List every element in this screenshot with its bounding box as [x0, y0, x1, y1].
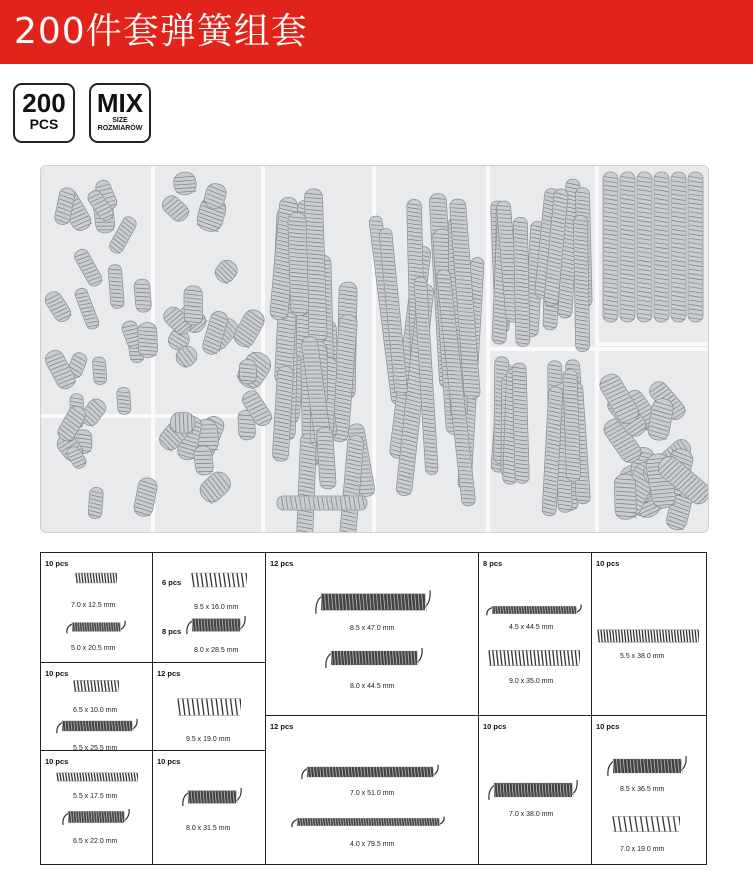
spring-size-label: 4.5 x 44.5 mm	[509, 624, 554, 631]
spring-size-label: 8.0 x 28.5 mm	[194, 647, 239, 654]
spring-size-label: 7.0 x 12.5 mm	[71, 602, 116, 609]
legend-cell	[41, 663, 153, 751]
legend-cell	[153, 751, 266, 864]
cell-count: 6 pcs	[162, 578, 182, 587]
mix-title: MIX	[96, 88, 144, 118]
spring-size-label: 5.5 x 38.0 mm	[620, 653, 665, 660]
spring-size-label: 5.5 x 25.5 mm	[73, 745, 118, 752]
cell-count: 10 pcs	[596, 722, 620, 731]
compression-spring-icon	[75, 571, 117, 590]
spring-size-label: 9.5 x 19.0 mm	[186, 736, 231, 743]
spring-size-label: 9.5 x 16.0 mm	[194, 604, 239, 611]
spring-size-label: 4.0 x 79.5 mm	[350, 841, 395, 848]
spring-size-label: 6.5 x 10.0 mm	[73, 707, 118, 714]
spring-size-label: 8.5 x 36.5 mm	[620, 786, 665, 793]
legend-cell	[592, 553, 706, 716]
mix-line2: ROZMIARÓW	[97, 125, 143, 132]
spring-legend-table	[40, 552, 707, 865]
cell-count: 8 pcs	[162, 627, 182, 636]
compression-spring-icon	[597, 627, 699, 650]
compression-spring-icon	[612, 813, 680, 840]
spring-size-label: 5.0 x 20.5 mm	[71, 645, 116, 652]
page-title: 200件套弹簧组套	[14, 11, 308, 52]
extension-spring-icon	[487, 779, 579, 806]
legend-cell	[479, 553, 592, 716]
spring-assortment-tray-photo	[40, 165, 709, 533]
extension-spring-icon	[65, 620, 127, 639]
quantity-number: 200	[22, 88, 66, 118]
extension-spring-icon	[181, 787, 243, 812]
spring-size-label: 8.0 x 44.5 mm	[350, 683, 395, 690]
cell-count: 10 pcs	[45, 559, 69, 568]
legend-cell	[153, 553, 266, 663]
spring-size-label: 5.5 x 17.5 mm	[73, 793, 118, 800]
cell-count: 8 pcs	[483, 559, 503, 568]
spring-size-label: 8.0 x 31.5 mm	[186, 825, 231, 832]
extension-spring-icon	[300, 764, 440, 785]
legend-cell	[479, 716, 592, 864]
tray-illustration	[41, 166, 708, 532]
compression-spring-icon	[177, 695, 241, 724]
compression-spring-icon	[488, 647, 580, 674]
cell-count: 10 pcs	[157, 757, 181, 766]
legend-cell	[41, 751, 153, 864]
cell-count: 12 pcs	[270, 722, 294, 731]
legend-cell	[592, 716, 706, 864]
spring-size-label: 7.0 x 19.0 mm	[620, 846, 665, 853]
legend-cell	[153, 663, 266, 751]
quantity-unit: PCS	[29, 116, 59, 132]
cell-count: 10 pcs	[596, 559, 620, 568]
compression-spring-icon	[73, 678, 119, 699]
cell-count: 10 pcs	[483, 722, 507, 731]
cell-count: 12 pcs	[157, 669, 181, 678]
spring-size-label: 7.0 x 38.0 mm	[509, 811, 554, 818]
cell-count: 10 pcs	[45, 669, 69, 678]
spring-size-label: 7.0 x 51.0 mm	[350, 790, 395, 797]
mix-line1: SIZE	[112, 117, 128, 124]
extension-spring-icon	[324, 647, 424, 674]
extension-spring-icon	[485, 603, 583, 621]
legend-cell	[41, 553, 153, 663]
spring-size-label: 8.5 x 47.0 mm	[350, 625, 395, 632]
cell-count: 10 pcs	[45, 757, 69, 766]
spring-size-label: 6.5 x 22.0 mm	[73, 838, 118, 845]
compression-spring-icon	[56, 770, 138, 788]
legend-cell	[266, 716, 479, 864]
extension-spring-icon	[290, 815, 446, 833]
spring-size-label: 9.0 x 35.0 mm	[509, 678, 554, 685]
extension-spring-icon	[61, 808, 131, 831]
extension-spring-icon	[314, 589, 432, 620]
mix-size-badge	[89, 83, 151, 143]
compression-spring-icon	[191, 570, 247, 595]
extension-spring-icon	[55, 718, 139, 739]
extension-spring-icon	[185, 615, 247, 640]
header-banner	[0, 0, 753, 64]
cell-count: 12 pcs	[270, 559, 294, 568]
extension-spring-icon	[606, 755, 688, 782]
quantity-badge	[13, 83, 75, 143]
legend-cell	[266, 553, 479, 716]
